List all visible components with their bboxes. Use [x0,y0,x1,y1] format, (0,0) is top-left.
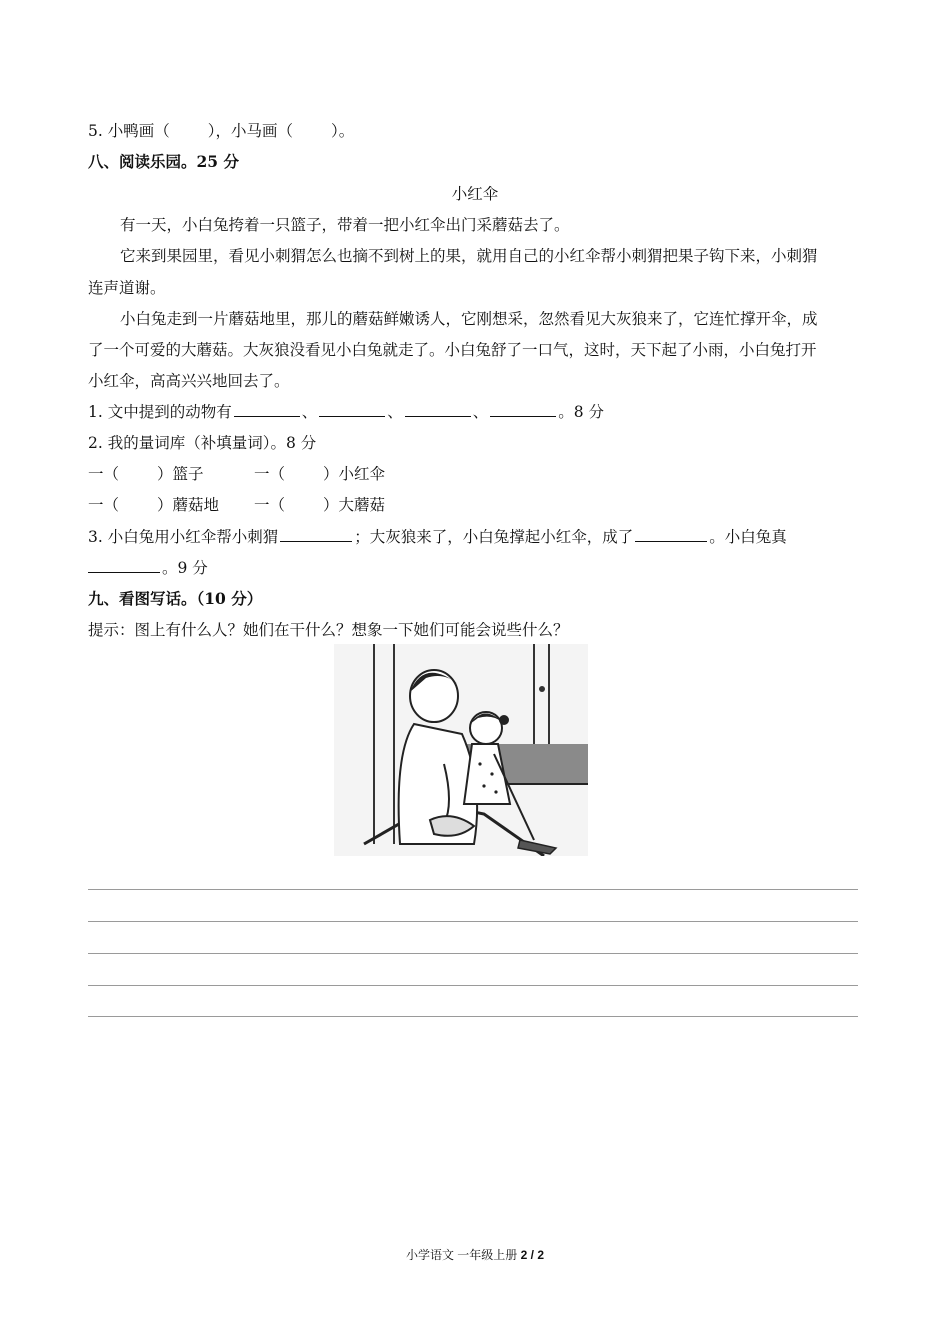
q3-part4: 。9 分 [162,559,208,577]
q3-blank-3[interactable] [88,558,160,573]
section9-heading: 九、看图写话。（10 分） [88,589,263,608]
q1-blank-2[interactable] [319,402,385,417]
story-paragraph-3: 小白兔走到一片蘑菇地里，那儿的蘑菇鲜嫩诱人，它刚想采，忽然看见大灰狼来了，它连忙撑开伞，成 [120,310,818,328]
q1-blank-1[interactable] [234,402,300,417]
q5-middle: ），小马画（ [207,122,293,140]
writing-line[interactable] [88,921,858,922]
story-paragraph-2-cont: 连声道谢。 [88,279,166,297]
measure-word-pre: 一（ [88,496,120,514]
measure-word-item [88,464,204,484]
measure-word-pre: 一（ [88,465,120,483]
q3-blank-1[interactable] [280,527,352,542]
writing-line[interactable] [88,889,858,890]
measure-word-post: ）小红伞 [323,465,386,483]
writing-line[interactable] [88,1016,858,1017]
q3-line-2 [88,558,208,578]
q3-blank-2[interactable] [635,527,707,542]
writing-line[interactable] [88,985,858,986]
section9-hint: 提示：图上有什么人？她们在干什么？想象一下她们可能会说些什么？ [88,621,569,639]
story-paragraph-2: 它来到果园里，看见小刺猬怎么也摘不到树上的果，就用自己的小红伞帮小刺猬把果子钩下来，小刺猬 [120,247,818,265]
q3-part1: 3. 小白兔用小红伞帮小刺猬 [88,528,279,546]
story-paragraph-3-end: 小红伞，高高兴兴地回去了。 [88,372,290,390]
q1-blank-3[interactable] [405,402,471,417]
q1-line [88,402,604,422]
q1-sep: 、 [301,403,318,421]
measure-word-post: ）大蘑菇 [323,496,386,514]
q2-title: 2. 我的量词库（补填量词）。8 分 [88,434,317,452]
measure-word-post: ）蘑菇地 [157,496,220,514]
q5-suffix: ）。 [330,122,355,140]
q1-sep: 、 [472,403,489,421]
q3-part3: 。小白兔真 [709,528,787,546]
q1-suffix: 。8 分 [558,403,605,421]
q5-line [88,121,354,141]
measure-word-post: ）篮子 [157,465,204,483]
writing-line[interactable] [88,953,858,954]
q5-prefix: 5. 小鸭画（ [88,122,170,140]
page-footer [0,1246,950,1263]
q1-blank-4[interactable] [490,402,556,417]
q3-line-1 [88,527,787,547]
cleaning-illustration [334,644,588,856]
measure-word-pre: 一（ [254,496,286,514]
measure-word-item [254,495,385,515]
q1-sep: 、 [387,403,403,421]
measure-word-item [88,495,219,515]
story-paragraph-1: 有一天，小白兔挎着一只篮子，带着一把小红伞出门采蘑菇去了。 [120,216,570,234]
measure-word-item [254,464,385,484]
footer-label: 小学语文 一年级上册 [405,1248,518,1262]
q3-part2: ；大灰狼来了，小白兔撑起小红伞，成了 [354,528,634,546]
story-paragraph-3-cont: 了一个可爱的大蘑菇。大灰狼没看见小白兔就走了。小白兔舒了一口气，这时，天下起了小雨，小白兔打开 [88,341,817,359]
story-title: 小红伞 [451,185,499,203]
q1-prefix: 1. 文中提到的动物有 [88,403,232,421]
section8-heading: 八、阅读乐园。25 分 [88,152,239,171]
measure-word-pre: 一（ [254,465,286,483]
page-number: 2 / 2 [520,1248,545,1262]
